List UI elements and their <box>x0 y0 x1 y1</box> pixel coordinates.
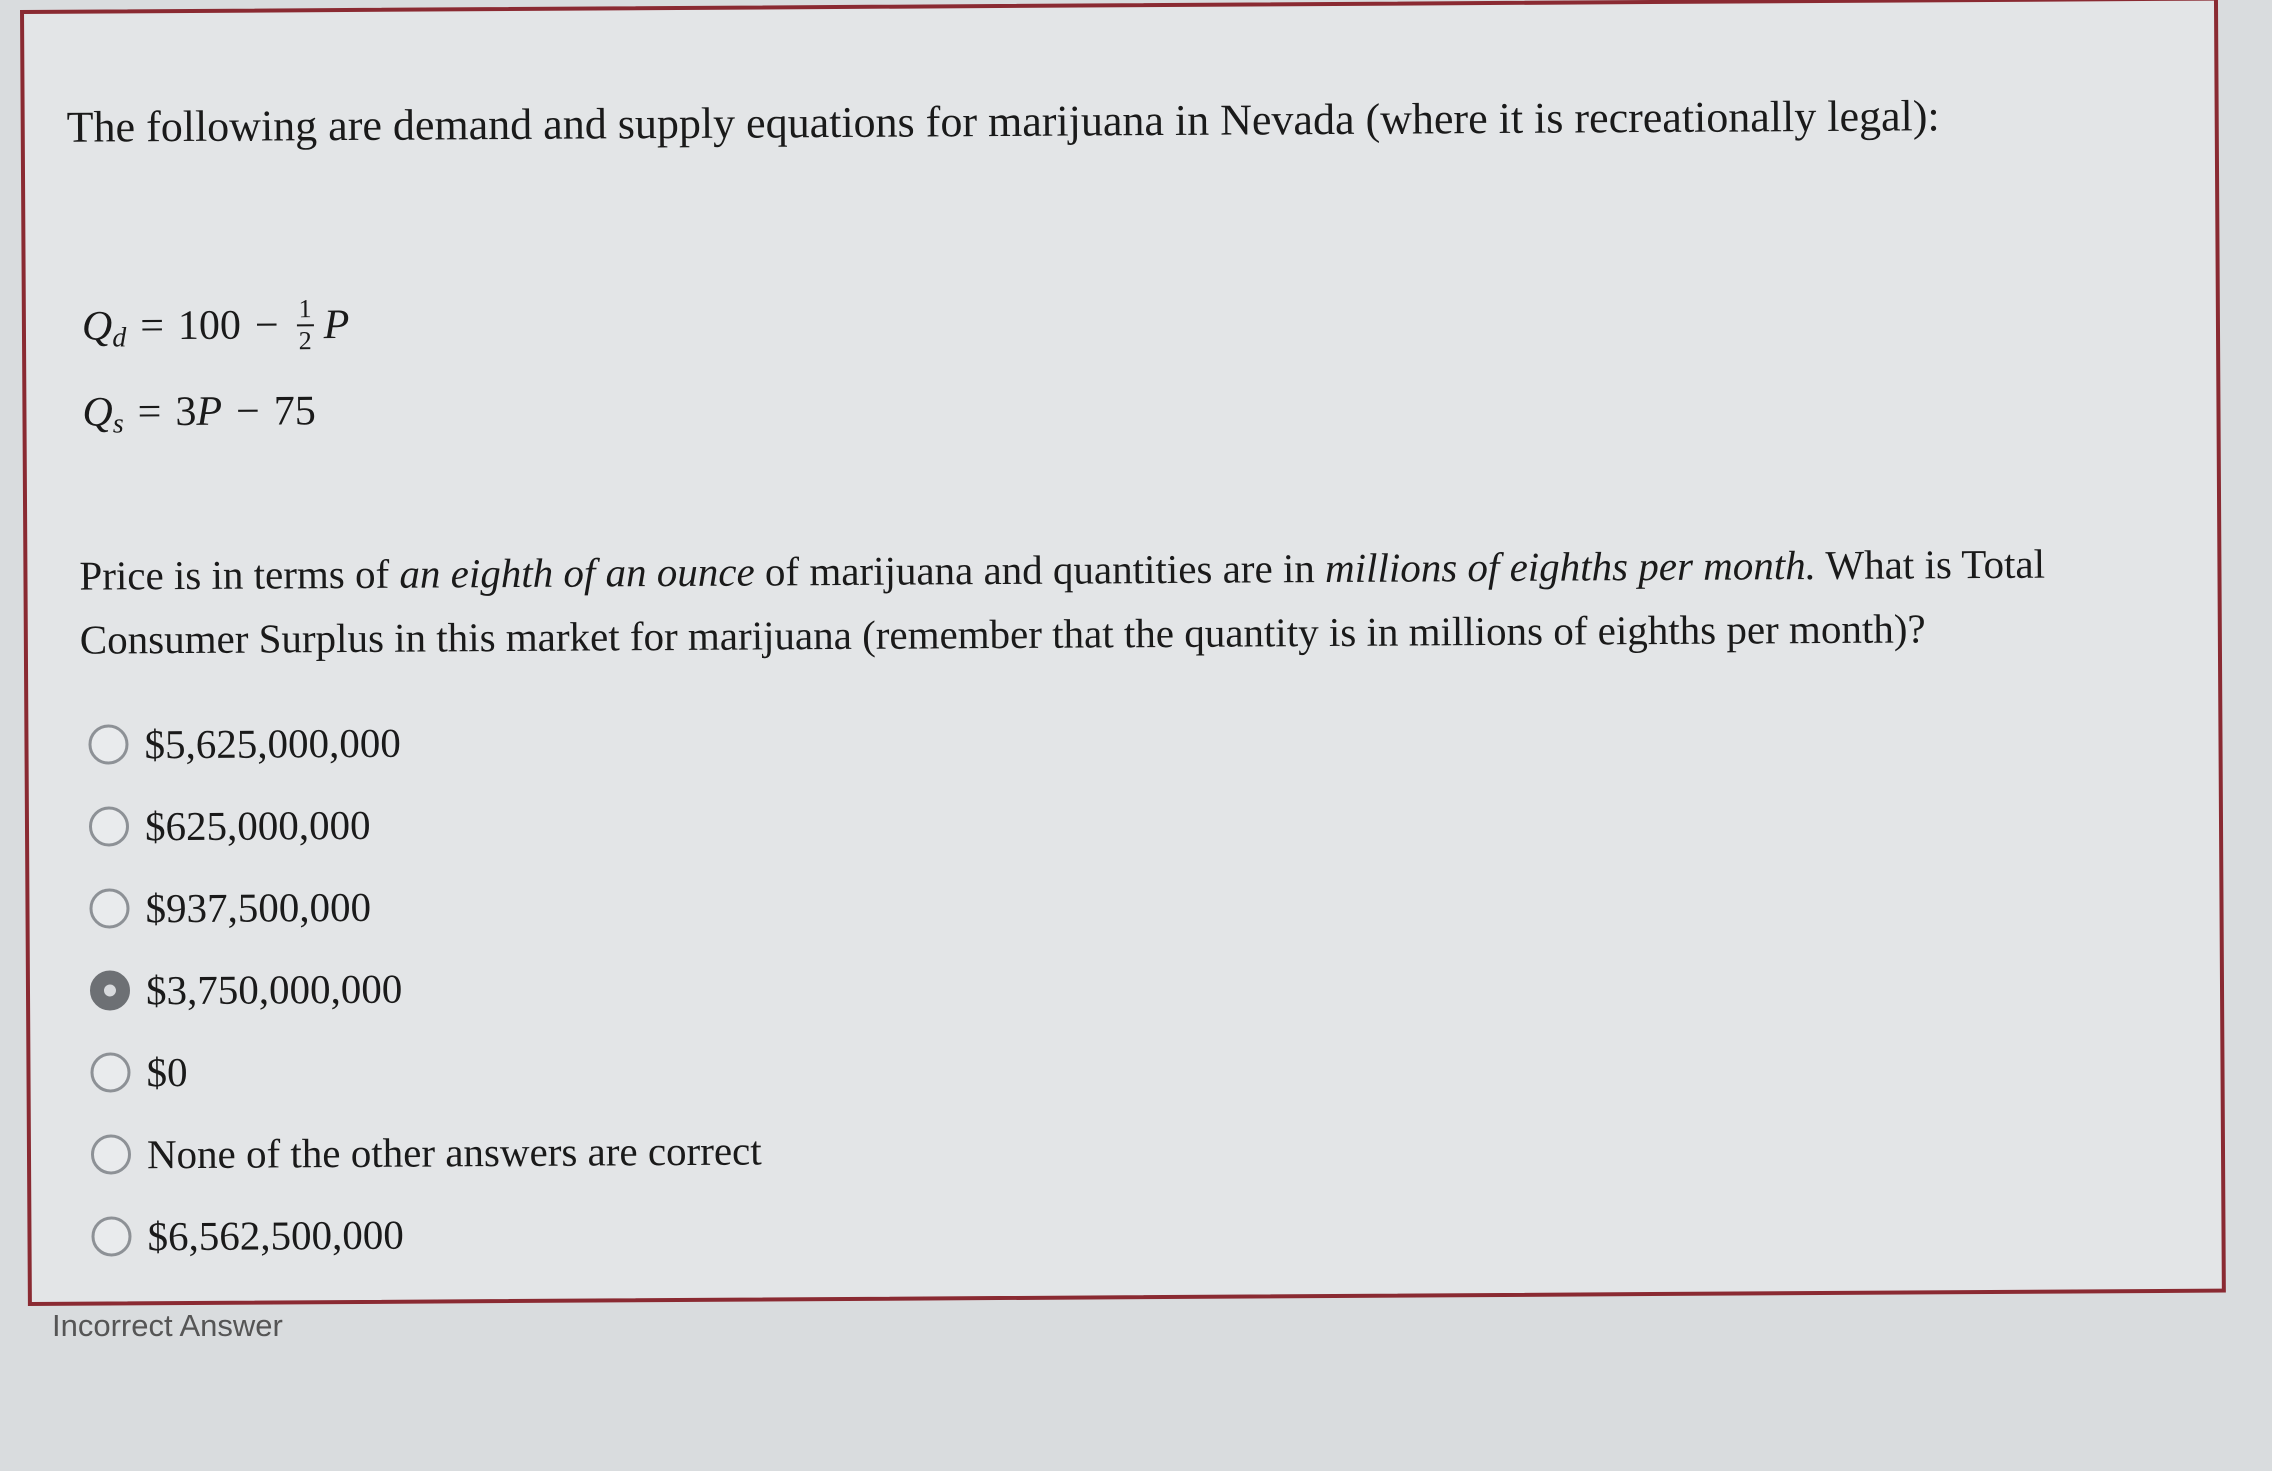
answer-option[interactable] <box>91 1191 762 1277</box>
answer-option[interactable] <box>88 699 759 785</box>
fraction-numerator: 1 <box>296 296 313 326</box>
demand-subscript: d <box>112 322 127 354</box>
answer-option-label[interactable]: $0 <box>146 1048 188 1096</box>
answer-option[interactable] <box>89 863 760 949</box>
supply-minus: − <box>235 388 260 435</box>
demand-quantity-var: Q <box>81 303 113 350</box>
answer-option-label[interactable]: $937,500,000 <box>145 883 372 932</box>
supply-constant: 75 <box>273 388 316 435</box>
demand-constant: 100 <box>177 302 242 350</box>
answer-option[interactable] <box>90 1027 761 1113</box>
supply-price-var: P <box>196 388 223 435</box>
supply-subscript: s <box>112 408 124 440</box>
answer-option-label[interactable]: $625,000,000 <box>144 801 371 850</box>
radio-button[interactable] <box>91 1134 131 1174</box>
radio-button-selected[interactable] <box>90 970 130 1010</box>
question-text-part1: Price is in terms of <box>79 550 400 599</box>
demand-equation <box>82 282 350 370</box>
demand-minus: − <box>254 302 279 349</box>
answer-option-label[interactable]: $5,625,000,000 <box>144 719 401 768</box>
answer-option[interactable] <box>91 1109 762 1195</box>
radio-button[interactable] <box>89 806 129 846</box>
feedback-incorrect: Incorrect Answer <box>52 1308 283 1343</box>
question-text-part3: What is Total Consumer Surplus in this market for marijuana (remember that the quantity is in millions of eighths per month)? <box>79 540 2046 663</box>
answer-options <box>88 699 762 1277</box>
answer-option-label[interactable]: $6,562,500,000 <box>147 1211 404 1260</box>
supply-quantity-var: Q <box>82 389 113 436</box>
supply-equals: = <box>137 389 162 436</box>
question-text-emphasis-quantity: millions of eighths per month. <box>1324 542 1817 592</box>
radio-button[interactable] <box>89 888 129 928</box>
demand-price-var: P <box>323 301 350 349</box>
answer-option[interactable] <box>90 945 761 1031</box>
radio-button[interactable] <box>91 1216 131 1256</box>
question-text-part2: of marijuana and quantities are in <box>754 545 1326 595</box>
answer-option[interactable] <box>89 781 760 867</box>
radio-button[interactable] <box>90 1052 130 1092</box>
question-prompt: The following are demand and supply equations for marijuana in Nevada (where it is recreationally legal): <box>66 91 1940 152</box>
fraction-denominator: 2 <box>298 326 312 356</box>
question-text <box>79 531 2200 672</box>
question-text-emphasis-unit: an eighth of an ounce <box>399 548 755 597</box>
supply-equation <box>82 368 350 456</box>
radio-button[interactable] <box>88 724 128 764</box>
demand-equals: = <box>140 303 165 350</box>
answer-option-label[interactable]: $3,750,000,000 <box>145 965 403 1014</box>
equations <box>82 282 350 456</box>
answer-option-label[interactable]: None of the other answers are correct <box>146 1127 762 1178</box>
supply-coefficient: 3 <box>175 388 197 436</box>
question-box <box>20 0 2226 1306</box>
demand-fraction <box>296 296 313 354</box>
